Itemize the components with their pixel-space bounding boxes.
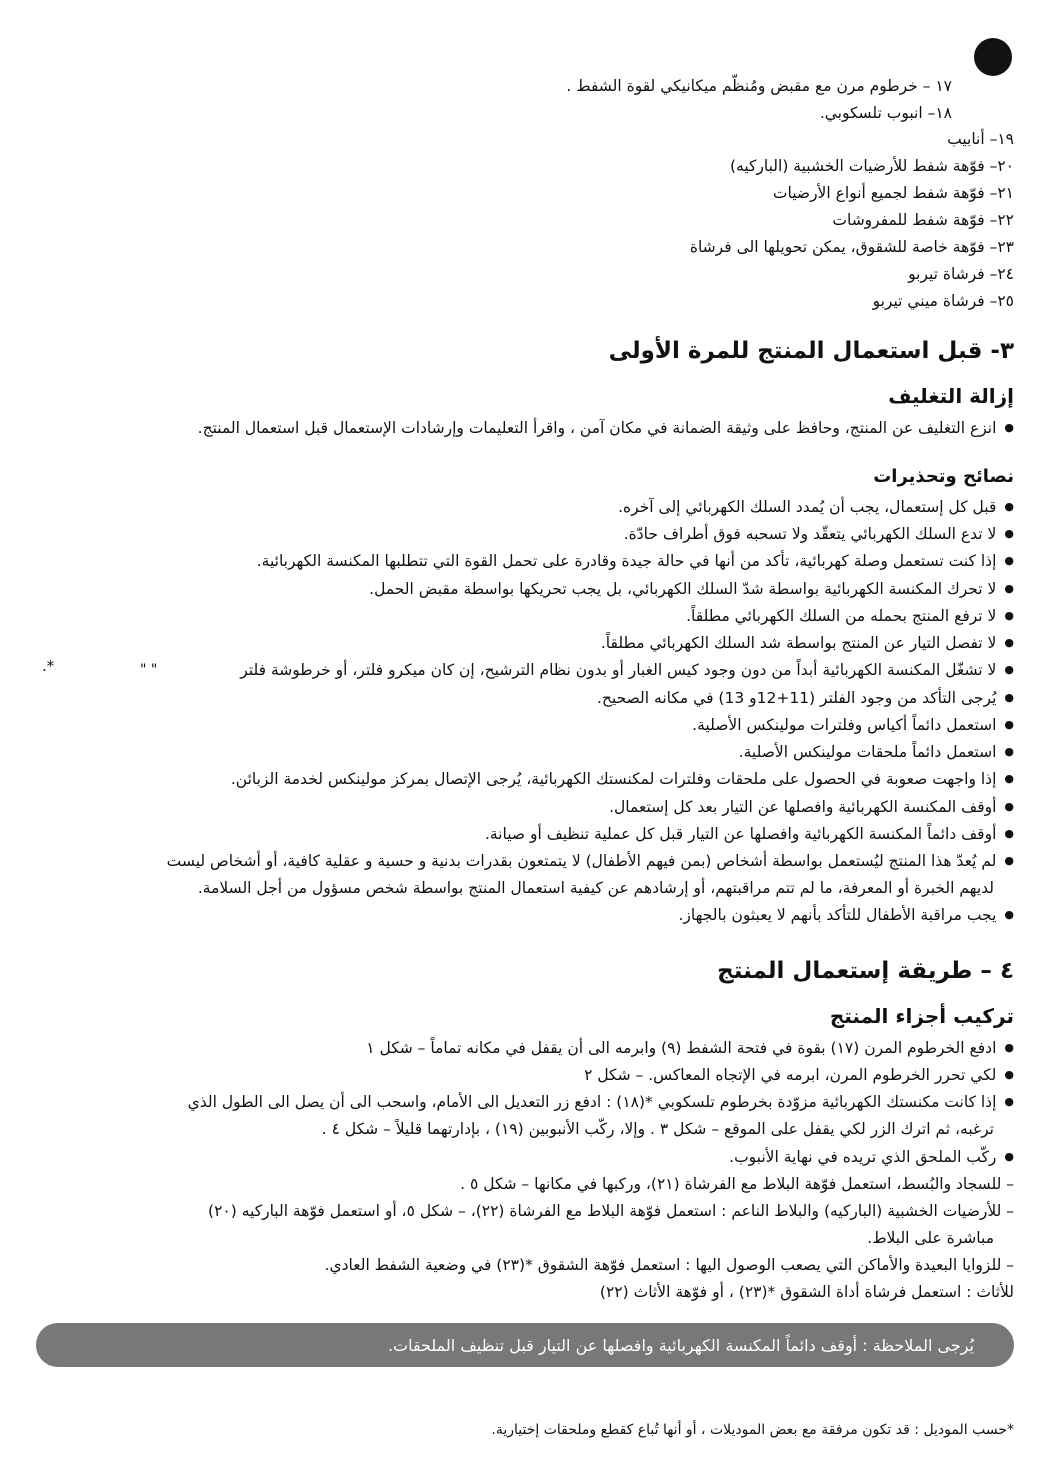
parts-item-21: ٢١– فوّهة شفط لجميع أنواع الأرضيات	[772, 184, 1014, 202]
section-4-title: ٤ – طريقة إستعمال المنتج	[717, 958, 1014, 984]
note-text: يُرجى الملاحظة : أوقف دائماً المكنسة الكهربائية وافصلها عن التيار قبل تنظيف الملحقات.	[387, 1335, 974, 1355]
star-mark: *.	[42, 657, 55, 675]
assembly-step: ● إذا كانت مكنستك الكهربائية مزوّدة بخرطوم تلسكوبي *(١٨) : ادفع زر التعديل الى الأمام، واسحب الى أن يصل الى الطول الذي	[188, 1090, 1014, 1116]
warnings-title: نصائح وتحذيرات	[873, 466, 1014, 487]
parts-item-18: ١٨– انبوب تلسكوبي.	[819, 104, 952, 122]
footnote: *حسب الموديل : قد تكون مرفقة مع بعض الموديلات ، أو أنها تُباع كقطع وملحقات إختيارية.	[491, 1422, 1014, 1438]
warning-item: ● لا تشغّل المكنسة الكهربائية أبداً من دون وجود كيس الغبار أو بدون نظام الترشيح، إن كان ميكرو فلتر، أو خرطوشة فلتر	[240, 658, 1014, 684]
parts-item-22: ٢٢– فوّهة شفط للمفروشات	[832, 211, 1014, 229]
assembly-step: ● ركّب الملحق الذي تريده في نهاية الأنبوب.	[729, 1145, 1014, 1171]
filter-quote: " "	[140, 662, 158, 678]
warning-item: ● قبل كل إستعمال، يجب أن يُمدد السلك الكهربائي إلى آخره.	[618, 495, 1014, 521]
unpacking-text: ● انزع التغليف عن المنتج، وحافظ على وثيقة الضمانة في مكان آمن ، واقرأ التعليمات وإرشادات الإستعمال قبل استعمال المنتج.	[198, 416, 1014, 442]
warning-item: ● لا تفصل التيار عن المنتج بواسطة شد السلك الكهربائي مطلقاً.	[601, 631, 1014, 657]
assembly-title: تركيب أجزاء المنتج	[829, 1004, 1014, 1028]
warning-item: ● يُرجى التأكد من وجود الفلتر (11+12و 13) في مكانه الصحيح.	[597, 686, 1014, 712]
warning-item: ● لم يُعدّ هذا المنتج ليُستعمل بواسطة أشخاص (بمن فيهم الأطفال) لا يتمتعون بقدرات بدنية و حسية و عقلية كافية، أو أشخاص ليست	[167, 849, 1014, 875]
assembly-step-continuation: ترغبه، ثم اترك الزر لكي يقفل على الموقع – شكل ٣ . وإلا، ركّب الأنبوبين (١٩) ، بإدارتهما قليلاً – شكل ٤ .	[321, 1120, 994, 1138]
parts-item-25: ٢٥– فرشاة ميني تيربو	[872, 292, 1014, 310]
accessory-use: – للزوايا البعيدة والأماكن التي يصعب الوصول اليها : استعمل فوّهة الشقوق *(٢٣) في وضعية الشفط العادي.	[324, 1256, 1014, 1274]
warning-item: ● أوقف دائماً المكنسة الكهربائية وافصلها عن التيار قبل كل عملية تنظيف أو صيانة.	[485, 822, 1014, 848]
accessory-use-continuation: مباشرة على البلاط.	[867, 1229, 994, 1247]
warning-item: ● يجب مراقبة الأطفال للتأكد بأنهم لا يعبثون بالجهاز.	[678, 903, 1014, 929]
page-marker-dot	[974, 38, 1012, 76]
parts-item-20: ٢٠– فوّهة شفط للأرضيات الخشبية (الباركيه)	[730, 157, 1014, 175]
warning-item: ● إذا كنت تستعمل وصلة كهربائية، تأكد من أنها في حالة جيدة وقادرة على تحمل القوة التي تتطلبها المكنسة الكهربائية.	[257, 549, 1014, 575]
warning-item-continuation: لديهم الخبرة أو المعرفة، ما لم تتم مراقبتهم، أو إرشادهم عن كيفية استعمال المنتج بواسطة شخص مسؤول من أجل السلامة.	[197, 879, 994, 897]
accessory-use: – للأرضيات الخشبية (الباركيه) والبلاط الناعم : استعمل فوّهة البلاط مع الفرشاة (٢٢)، – شكل ٥، أو استعمل فوّهة الباركيه (٢٠)	[208, 1202, 1014, 1220]
assembly-step: ● ادفع الخرطوم المرن (١٧) بقوة في فتحة الشفط (٩) وابرمه الى أن يقفل في مكانه تماماً – شكل ١	[366, 1036, 1014, 1062]
warning-item: ● استعمل دائماً أكياس وفلترات مولينكس الأصلية.	[692, 713, 1014, 739]
parts-item-24: ٢٤– فرشاة تيربو	[908, 265, 1014, 283]
assembly-step: ● لكي تحرر الخرطوم المرن، ابرمه في الإتجاه المعاكس. – شكل ٢	[584, 1063, 1014, 1089]
warning-item: ● لا تحرك المكنسة الكهربائية بواسطة شدّ السلك الكهربائي، بل يجب تحريكها بواسطة مقبض الحمل.	[369, 577, 1014, 603]
warning-item: ● إذا واجهت صعوبة في الحصول على ملحقات وفلترات لمكنستك الكهربائية، يُرجى الإتصال بمركز مولينكس لخدمة الزبائن.	[231, 767, 1014, 793]
unpacking-title: إزالة التغليف	[888, 384, 1014, 408]
accessory-use: للأثاث : استعمل فرشاة أداة الشقوق *(٢٣) ، أو فوّهة الأثاث (٢٢)	[599, 1283, 1014, 1301]
warning-item: ● أوقف المكنسة الكهربائية وافصلها عن التيار بعد كل إستعمال.	[609, 795, 1014, 821]
note-banner	[36, 1323, 1014, 1367]
accessory-use: – للسجاد والبُسط، استعمل فوّهة البلاط مع الفرشاة (٢١)، وركبها في مكانها – شكل ٥ .	[460, 1175, 1014, 1193]
warning-item: ● لا تدع السلك الكهربائي يتعقّد ولا تسحبه فوق أطراف حادّة.	[624, 522, 1014, 548]
section-3-title: ٣- قبل استعمال المنتج للمرة الأولى	[608, 338, 1014, 364]
warning-item: ● لا ترفع المنتج بحمله من السلك الكهربائي مطلقاً.	[686, 604, 1014, 630]
parts-item-23: ٢٣– فوّهة خاصة للشقوق، يمكن تحويلها الى فرشاة	[689, 238, 1014, 256]
warning-item: ● استعمل دائماً ملحقات مولينكس الأصلية.	[739, 740, 1014, 766]
parts-item-19: ١٩– أنابيب	[947, 130, 1014, 148]
parts-item-17: ١٧ – خرطوم مرن مع مقبض ومُنظّم ميكانيكي لقوة الشفط .	[566, 77, 952, 95]
